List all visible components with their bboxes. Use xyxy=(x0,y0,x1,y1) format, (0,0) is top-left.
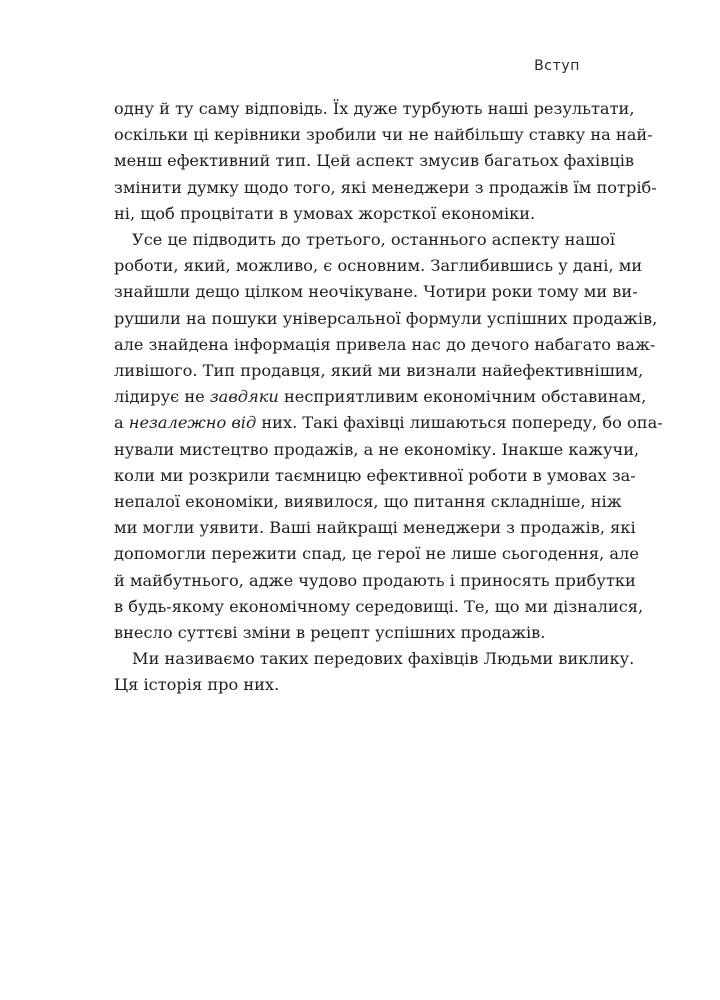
body-text xyxy=(114,96,663,699)
text-line: внесло суттєві зміни в рецепт успішних продажів. xyxy=(114,623,546,643)
line-text: несприятливим економічним обставинам, xyxy=(278,387,647,407)
text-line: Усе це підводить до третього, останнього аспекту нашої xyxy=(132,230,616,250)
running-head: Вступ xyxy=(534,58,580,74)
text-line: Ця історія про них. xyxy=(114,675,280,695)
text-line: коли ми розкрили таємницю ефективної роботи в умовах за- xyxy=(114,465,636,485)
text-line: допомогли пережити спад, це герої не лише сьогодення, але xyxy=(114,544,639,564)
text-line: в будь-якому економічному середовищі. Те, що ми дізналися, xyxy=(114,596,644,616)
emphasized-text: незалежно від xyxy=(128,413,257,433)
text-line: ні, щоб процвітати в умовах жорсткої економіки. xyxy=(114,203,536,223)
text-line: нували мистецтво продажів, а не економіку. Інакше кажучи, xyxy=(114,439,640,459)
paragraph-2 xyxy=(114,227,663,646)
text-line: але знайдена інформація привела нас до дечого набагато важ- xyxy=(114,334,656,354)
line-text: них. Такі фахівці лишаються попереду, бо опа- xyxy=(256,413,663,433)
text-line: рушили на пошуки універсальної формули успішних продажів, xyxy=(114,308,658,328)
text-line: ми могли уявити. Ваші найкращі менеджери з продажів, які xyxy=(114,518,636,538)
emphasized-text: завдяки xyxy=(209,387,279,407)
paragraph-3 xyxy=(114,646,635,698)
text-line: оскільки ці керівники зробили чи не найбільшу ставку на най- xyxy=(114,125,653,145)
line-text: лідирує не xyxy=(114,387,210,407)
text-line: менш ефективний тип. Цей аспект змусив багатьох фахівців xyxy=(114,151,635,171)
text-line: й майбутнього, адже чудово продають і приносять прибутки xyxy=(114,570,636,590)
text-line: непалої економіки, виявилося, що питання складніше, ніж xyxy=(114,492,622,512)
text-line: роботи, який, можливо, є основним. Заглибившись у дані, ми xyxy=(114,256,643,276)
text-line: знайшли дещо цілком неочікуване. Чотири роки тому ми ви- xyxy=(114,282,638,302)
text-line-with-emphasis xyxy=(114,410,663,436)
text-line: ливішого. Тип продавця, який ми визнали найефективнішим, xyxy=(114,361,644,381)
text-line: змінити думку щодо того, які менеджери з продажів їм потріб- xyxy=(114,177,657,197)
text-line: Ми називаємо таких передових фахівців Людьми виклику. xyxy=(132,649,635,669)
line-text: а xyxy=(114,413,129,433)
paragraph-1 xyxy=(114,96,657,227)
text-line-with-emphasis xyxy=(114,384,647,410)
text-line: одну й ту саму відповідь. Їх дуже турбують наші результати, xyxy=(114,99,635,118)
